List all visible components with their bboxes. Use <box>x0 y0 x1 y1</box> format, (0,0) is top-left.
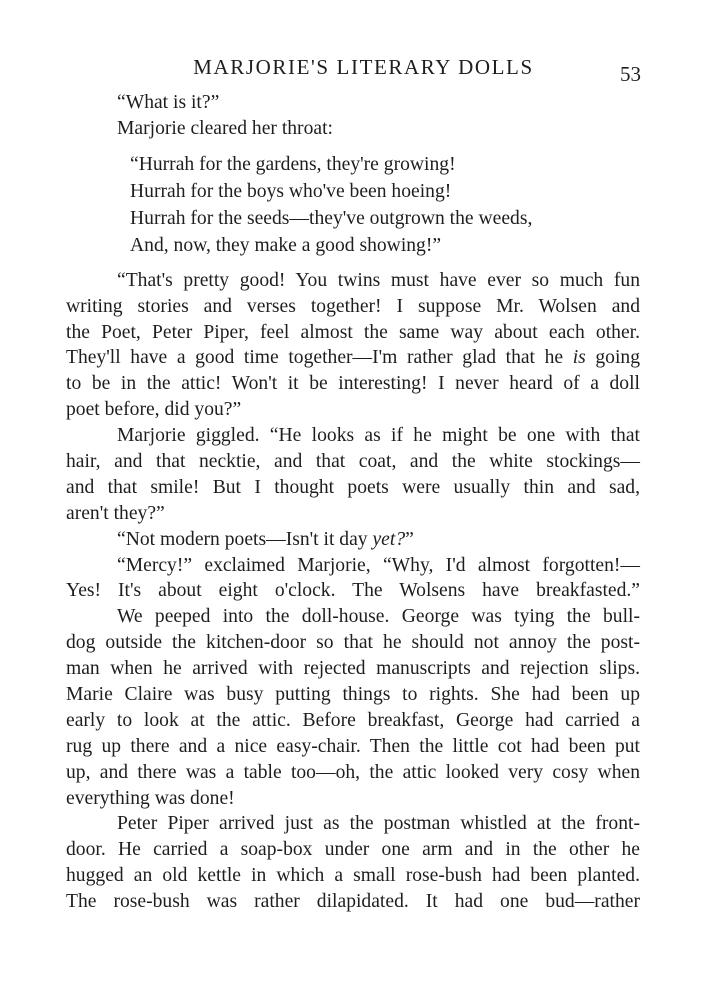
text-line <box>66 345 640 371</box>
text-line <box>66 527 640 553</box>
text-line: to be in the attic! Won't it be interesting! I never heard of a doll <box>66 373 640 395</box>
text-line: dog outside the kitchen-door so that he should not annoy the post- <box>66 632 640 654</box>
verse-line: Hurrah for the boys who've been hoeing! <box>130 180 452 202</box>
page-number: 53 <box>620 62 641 86</box>
text-line: writing stories and verses together! I suppose Mr. Wolsen and <box>66 295 640 317</box>
text-line: Peter Piper arrived just as the postman whistled at the front- <box>117 813 640 835</box>
text-line: “Mercy!” exclaimed Marjorie, “Why, I'd almost forgotten!— <box>117 554 640 576</box>
text-line: up, and there was a table too—oh, the attic looked very cosy when <box>66 761 640 783</box>
verse-line: Hurrah for the seeds—they've outgrown the weeds, <box>130 207 533 229</box>
text-line: The rose-bush was rather dilapidated. It had one bud—rather <box>66 891 640 913</box>
text-segment: “Not modern poets—Isn't it day <box>117 528 373 550</box>
text-line: poet before, did you?” <box>66 399 242 421</box>
text-line: aren't they?” <box>66 502 165 524</box>
text-line: “That's pretty good! You twins must have ever so much fun <box>117 269 640 291</box>
text-line: Marjorie cleared her throat: <box>117 117 333 139</box>
text-line: man when he arrived with rejected manuscripts and rejection slips. <box>66 658 640 680</box>
text-line: rug up there and a nice easy-chair. Then the little cot had been put <box>66 735 640 757</box>
text-line: hair, and that necktie, and that coat, and the white stockings— <box>66 451 640 473</box>
text-segment: going <box>585 347 640 369</box>
body-text <box>66 90 640 915</box>
text-line: Marjorie giggled. “He looks as if he might be one with that <box>117 425 640 447</box>
text-segment: ” <box>405 528 414 550</box>
italic-word: yet? <box>372 528 406 550</box>
text-line: “What is it?” <box>117 92 220 113</box>
text-line: door. He carried a soap-box under one arm and in the other he <box>66 839 640 861</box>
text-line: Yes! It's about eight o'clock. The Wolsens have breakfasted.” <box>66 580 640 602</box>
text-segment: They'll have a good time together—I'm rather glad that he <box>66 347 573 369</box>
text-line: early to look at the attic. Before breakfast, George had carried a <box>66 709 640 731</box>
text-line: hugged an old kettle in which a small rose-bush had been planted. <box>66 865 640 887</box>
text-line: Marie Claire was busy putting things to rights. She had been up <box>66 684 640 706</box>
text-line: and that smile! But I thought poets were usually thin and sad, <box>66 476 640 498</box>
text-line: We peeped into the doll-house. George was tying the bull- <box>117 606 640 628</box>
verse-line: And, now, they make a good showing!” <box>130 234 442 256</box>
verse-line: “Hurrah for the gardens, they're growing! <box>130 153 456 175</box>
verse-stanza <box>66 151 640 259</box>
italic-word: is <box>572 347 586 369</box>
text-line: the Poet, Peter Piper, feel almost the same way about each other. <box>66 321 640 343</box>
running-header: MARJORIE'S LITERARY DOLLS <box>193 55 534 79</box>
text-line: everything was done! <box>66 787 235 809</box>
